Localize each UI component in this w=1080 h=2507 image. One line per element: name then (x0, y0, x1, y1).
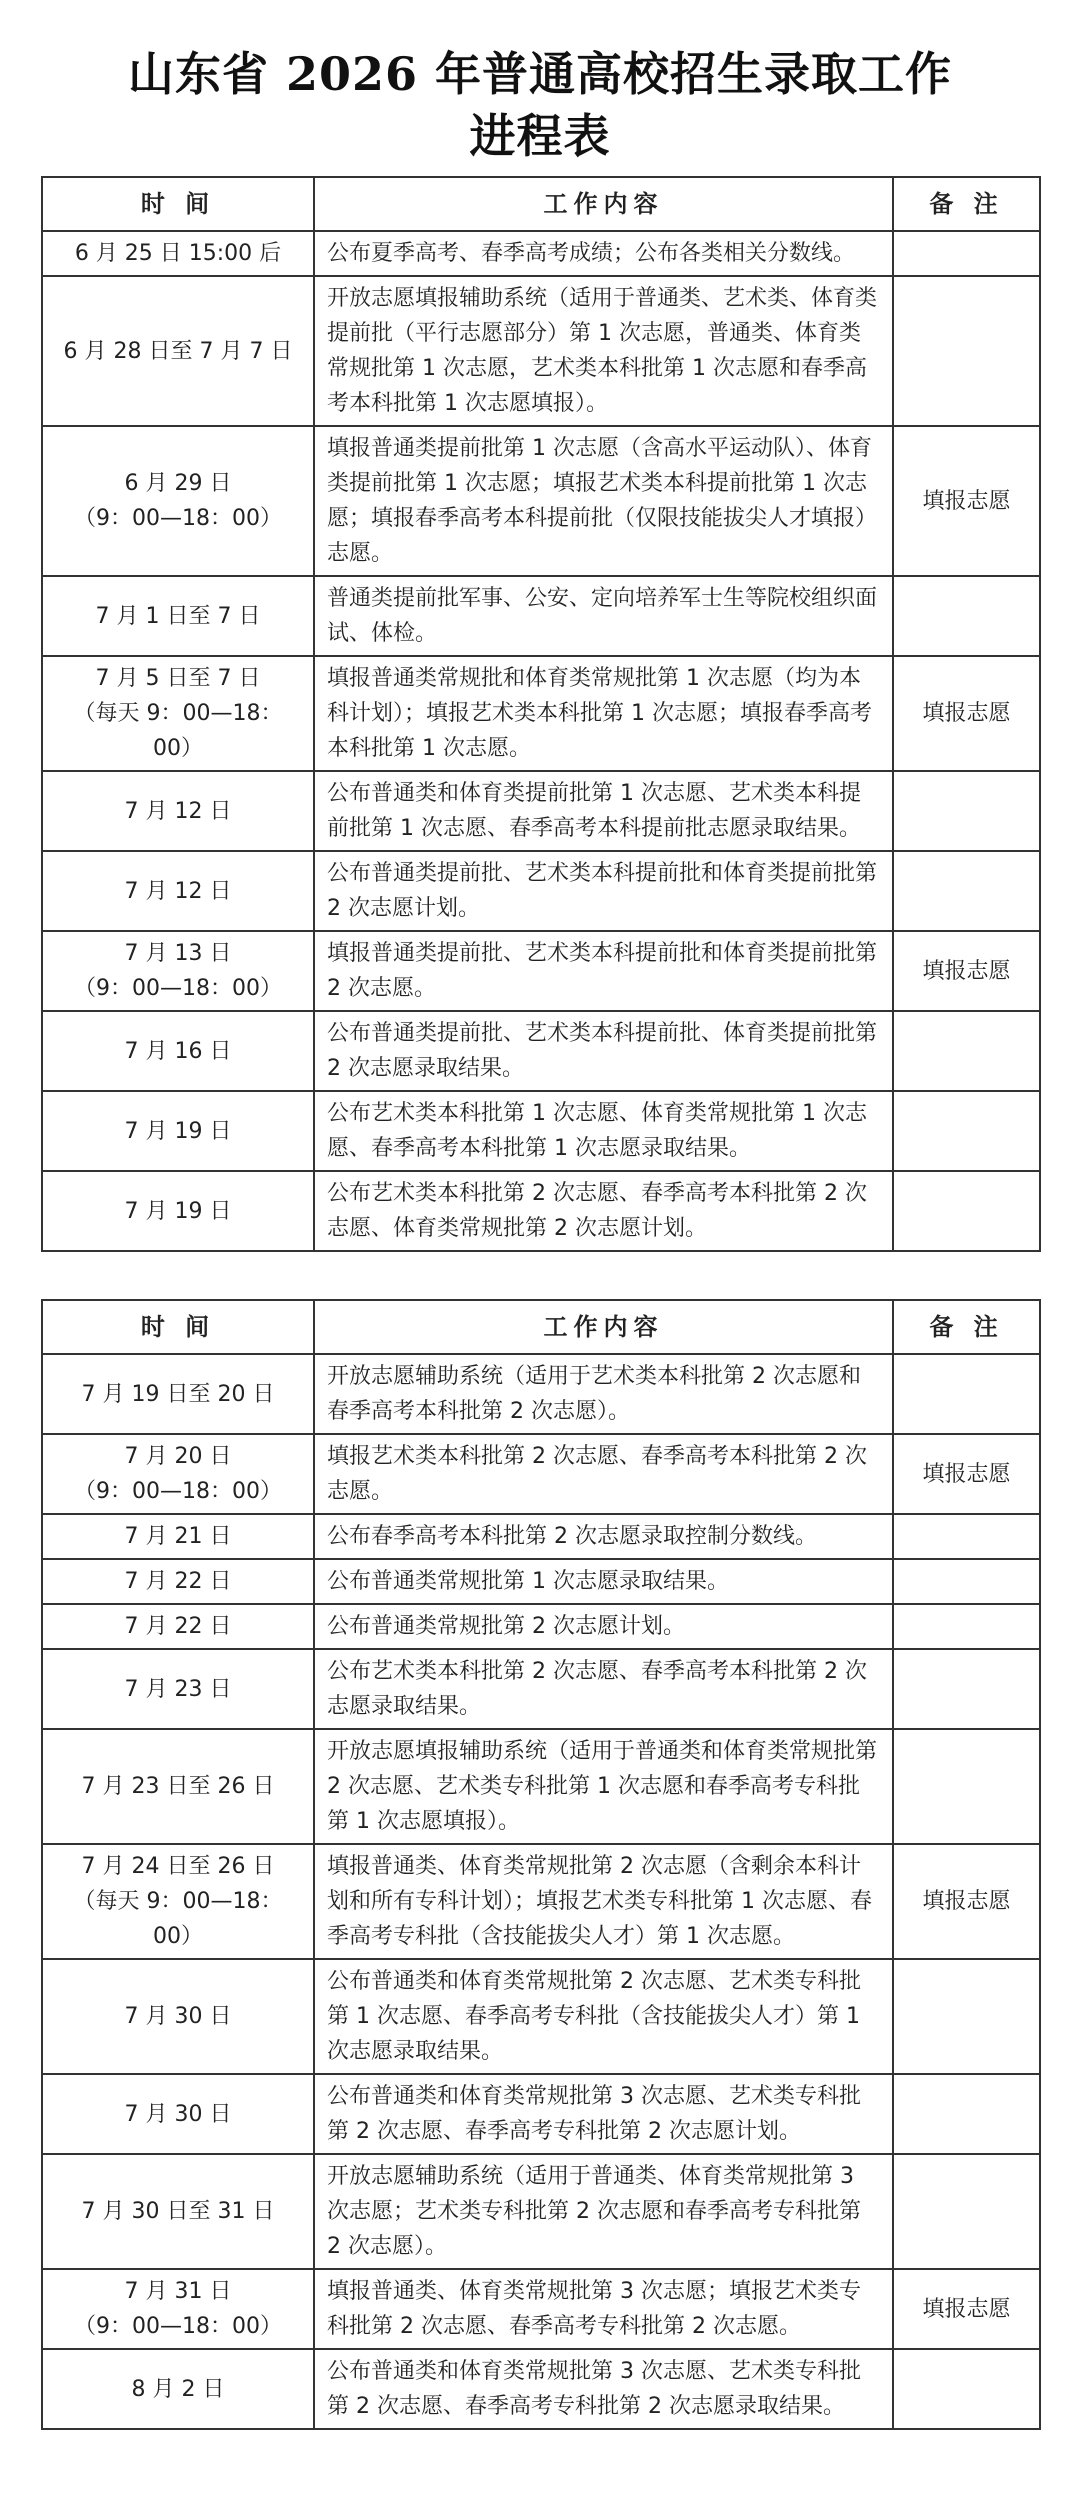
time-cell: 7 月 22 日 (42, 1604, 314, 1649)
time-cell: 7 月 5 日至 7 日 （每天 9：00—18：00） (42, 656, 314, 771)
table-row (42, 426, 1040, 576)
table-row (42, 1649, 1040, 1729)
work-content-cell: 填报普通类、体育类常规批第 2 次志愿（含剩余本科计划和所有专科计划）；填报艺术类专科批第 1 次志愿、春季高考专科批（含技能拔尖人才）第 1 次志愿。 (314, 1844, 893, 1959)
work-content-cell: 公布夏季高考、春季高考成绩；公布各类相关分数线。 (314, 231, 893, 276)
table-header-row (42, 1300, 1040, 1354)
work-content-cell: 开放志愿辅助系统（适用于艺术类本科批第 2 次志愿和春季高考本科批第 2 次志愿）。 (314, 1354, 893, 1434)
time-cell: 7 月 19 日 (42, 1171, 314, 1251)
work-content-cell: 公布艺术类本科批第 2 次志愿、春季高考本科批第 2 次志愿、体育类常规批第 2 次志愿计划。 (314, 1171, 893, 1251)
work-content-cell: 公布普通类常规批第 2 次志愿计划。 (314, 1604, 893, 1649)
time-cell: 7 月 30 日至 31 日 (42, 2154, 314, 2269)
note-cell (893, 1649, 1040, 1729)
note-cell (893, 576, 1040, 656)
time-cell: 7 月 21 日 (42, 1514, 314, 1559)
work-content-cell: 公布普通类和体育类常规批第 2 次志愿、艺术类专科批第 1 次志愿、春季高考专科批（含技能拔尖人才）第 1 次志愿录取结果。 (314, 1959, 893, 2074)
work-content-cell: 公布春季高考本科批第 2 次志愿录取控制分数线。 (314, 1514, 893, 1559)
work-content-cell: 普通类提前批军事、公安、定向培养军士生等院校组织面试、体检。 (314, 576, 893, 656)
note-cell (893, 771, 1040, 851)
note-cell: 填报志愿 (893, 931, 1040, 1011)
header-time: 时 间 (42, 177, 314, 231)
work-content-cell: 填报普通类提前批第 1 次志愿（含高水平运动队）、体育类提前批第 1 次志愿；填报艺术类本科提前批第 1 次志愿；填报春季高考本科提前批（仅限技能拔尖人才填报）志愿。 (314, 426, 893, 576)
header-note: 备 注 (893, 1300, 1040, 1354)
work-content-cell: 开放志愿填报辅助系统（适用于普通类和体育类常规批第 2 次志愿、艺术类专科批第 1 次志愿和春季高考专科批第 1 次志愿填报）。 (314, 1729, 893, 1844)
work-content-cell: 填报普通类提前批、艺术类本科提前批和体育类提前批第 2 次志愿。 (314, 931, 893, 1011)
table-row (42, 1559, 1040, 1604)
table-row (42, 231, 1040, 276)
table-row (42, 1729, 1040, 1844)
note-cell (893, 1604, 1040, 1649)
schedule-table-1 (41, 176, 1041, 1252)
work-content-cell: 开放志愿辅助系统（适用于普通类、体育类常规批第 3 次志愿；艺术类专科批第 2 次志愿和春季高考专科批第 2 次志愿）。 (314, 2154, 893, 2269)
time-cell: 8 月 2 日 (42, 2349, 314, 2429)
header-time: 时 间 (42, 1300, 314, 1354)
time-cell: 7 月 30 日 (42, 2074, 314, 2154)
table-row (42, 1011, 1040, 1091)
note-cell (893, 2154, 1040, 2269)
schedule-table-2 (41, 1299, 1041, 2430)
time-cell: 7 月 16 日 (42, 1011, 314, 1091)
time-cell: 7 月 23 日至 26 日 (42, 1729, 314, 1844)
work-content-cell: 填报普通类常规批和体育类常规批第 1 次志愿（均为本科计划）；填报艺术类本科批第 1 次志愿；填报春季高考本科批第 1 次志愿。 (314, 656, 893, 771)
note-cell: 填报志愿 (893, 1844, 1040, 1959)
note-cell (893, 2074, 1040, 2154)
table-row (42, 931, 1040, 1011)
time-cell: 6 月 29 日 （9：00—18：00） (42, 426, 314, 576)
table-row (42, 851, 1040, 931)
table-row (42, 1354, 1040, 1434)
note-cell (893, 231, 1040, 276)
header-note: 备 注 (893, 177, 1040, 231)
time-cell: 6 月 28 日至 7 月 7 日 (42, 276, 314, 426)
time-cell: 7 月 13 日 （9：00—18：00） (42, 931, 314, 1011)
schedule-table-2-body (42, 1354, 1040, 2429)
table-row (42, 276, 1040, 426)
note-cell (893, 851, 1040, 931)
time-cell: 7 月 12 日 (42, 851, 314, 931)
header-work-content: 工作内容 (314, 1300, 893, 1354)
note-cell (893, 276, 1040, 426)
table-row (42, 2074, 1040, 2154)
work-content-cell: 开放志愿填报辅助系统（适用于普通类、艺术类、体育类提前批（平行志愿部分）第 1 次志愿，普通类、体育类常规批第 1 次志愿，艺术类本科批第 1 次志愿和春季高考本科批第 1 次志愿填报）。 (314, 276, 893, 426)
note-cell: 填报志愿 (893, 426, 1040, 576)
note-cell (893, 1354, 1040, 1434)
time-cell: 6 月 25 日 15:00 后 (42, 231, 314, 276)
work-content-cell: 公布艺术类本科批第 1 次志愿、体育类常规批第 1 次志愿、春季高考本科批第 1 次志愿录取结果。 (314, 1091, 893, 1171)
time-cell: 7 月 1 日至 7 日 (42, 576, 314, 656)
work-content-cell: 公布普通类和体育类常规批第 3 次志愿、艺术类专科批第 2 次志愿、春季高考专科批第 2 次志愿计划。 (314, 2074, 893, 2154)
schedule-table-1-body (42, 231, 1040, 1251)
table-row (42, 2154, 1040, 2269)
table-row (42, 656, 1040, 771)
time-cell: 7 月 22 日 (42, 1559, 314, 1604)
time-cell: 7 月 19 日 (42, 1091, 314, 1171)
note-cell (893, 1011, 1040, 1091)
time-cell: 7 月 19 日至 20 日 (42, 1354, 314, 1434)
work-content-cell: 填报普通类、体育类常规批第 3 次志愿；填报艺术类专科批第 2 次志愿、春季高考专科批第 2 次志愿。 (314, 2269, 893, 2349)
note-cell: 填报志愿 (893, 2269, 1040, 2349)
work-content-cell: 公布普通类提前批、艺术类本科提前批和体育类提前批第 2 次志愿计划。 (314, 851, 893, 931)
work-content-cell: 公布普通类提前批、艺术类本科提前批、体育类提前批第 2 次志愿录取结果。 (314, 1011, 893, 1091)
note-cell (893, 2349, 1040, 2429)
note-cell (893, 1514, 1040, 1559)
note-cell (893, 1559, 1040, 1604)
work-content-cell: 公布艺术类本科批第 2 次志愿、春季高考本科批第 2 次志愿录取结果。 (314, 1649, 893, 1729)
table-row (42, 1434, 1040, 1514)
table-row (42, 1171, 1040, 1251)
time-cell: 7 月 31 日 （9：00—18：00） (42, 2269, 314, 2349)
time-cell: 7 月 20 日 （9：00—18：00） (42, 1434, 314, 1514)
note-cell: 填报志愿 (893, 1434, 1040, 1514)
work-content-cell: 公布普通类和体育类提前批第 1 次志愿、艺术类本科提前批第 1 次志愿、春季高考本科提前批志愿录取结果。 (314, 771, 893, 851)
note-cell (893, 1171, 1040, 1251)
header-work-content: 工作内容 (314, 177, 893, 231)
table-row (42, 1959, 1040, 2074)
table-row (42, 771, 1040, 851)
time-cell: 7 月 12 日 (42, 771, 314, 851)
note-cell (893, 1091, 1040, 1171)
table-row (42, 1091, 1040, 1171)
note-cell (893, 1959, 1040, 2074)
time-cell: 7 月 30 日 (42, 1959, 314, 2074)
table-header-row (42, 177, 1040, 231)
table-row (42, 2349, 1040, 2429)
work-content-cell: 公布普通类常规批第 1 次志愿录取结果。 (314, 1559, 893, 1604)
note-cell: 填报志愿 (893, 656, 1040, 771)
table-row (42, 1514, 1040, 1559)
page-subtitle: 进程表 (469, 109, 611, 163)
time-cell: 7 月 24 日至 26 日 （每天 9：00—18：00） (42, 1844, 314, 1959)
page-title: 山东省 2026 年普通高校招生录取工作 (127, 47, 953, 101)
table-row (42, 2269, 1040, 2349)
table-row (42, 1844, 1040, 1959)
note-cell (893, 1729, 1040, 1844)
time-cell: 7 月 23 日 (42, 1649, 314, 1729)
work-content-cell: 填报艺术类本科批第 2 次志愿、春季高考本科批第 2 次志愿。 (314, 1434, 893, 1514)
table-row (42, 1604, 1040, 1649)
table-row (42, 576, 1040, 656)
work-content-cell: 公布普通类和体育类常规批第 3 次志愿、艺术类专科批第 2 次志愿、春季高考专科批第 2 次志愿录取结果。 (314, 2349, 893, 2429)
